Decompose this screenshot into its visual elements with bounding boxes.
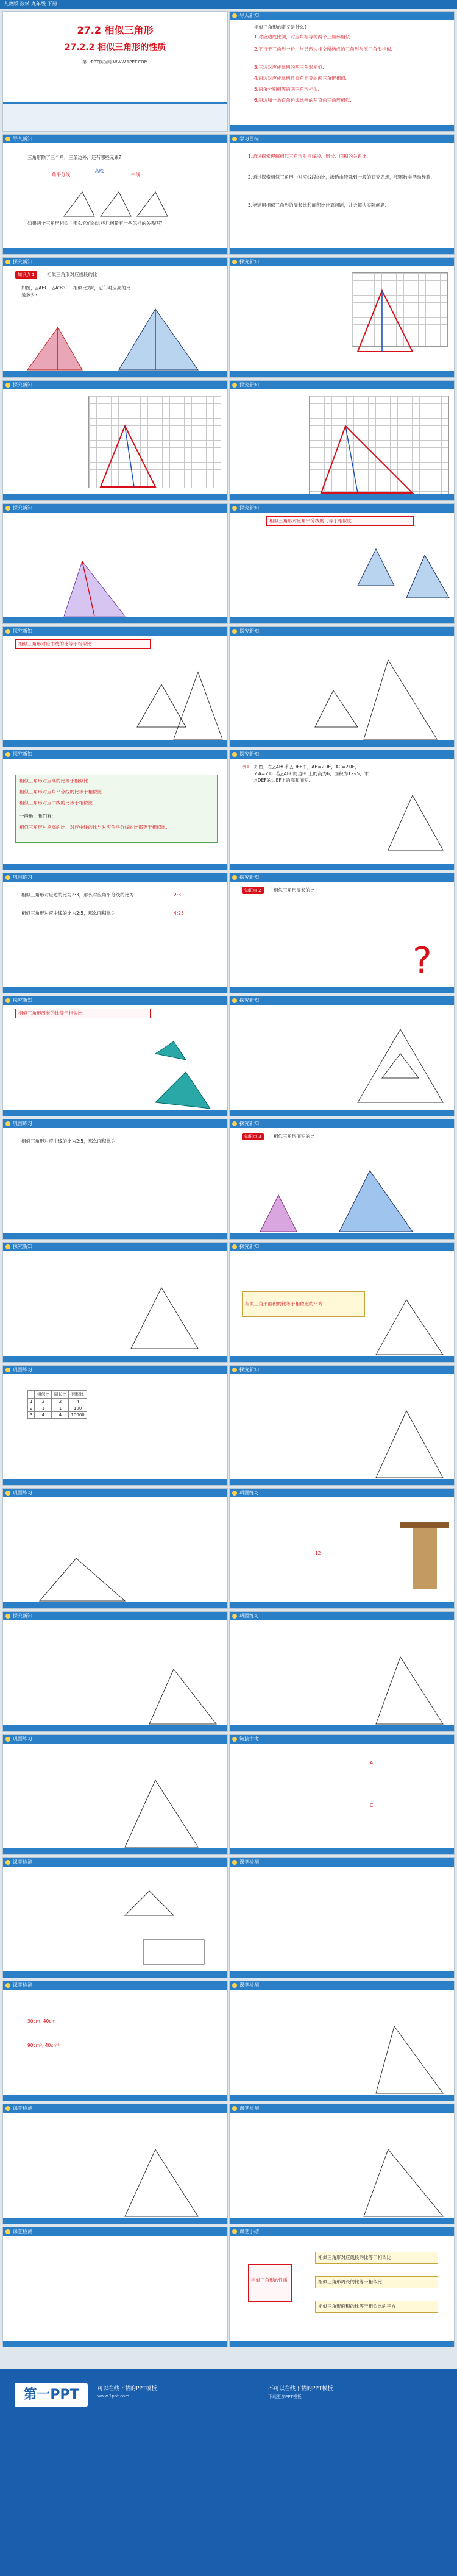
example2-triangles bbox=[230, 1374, 455, 1486]
perimeter-example-triangles bbox=[230, 1005, 455, 1116]
header-dot-icon bbox=[5, 875, 10, 880]
intro-question: 相似三角形的定义是什么? bbox=[254, 24, 307, 30]
intro-item-1: 1.对应边成比例，对应角相等的两个三角形相似. bbox=[254, 34, 352, 40]
slide-header: 探究新知 bbox=[239, 628, 259, 634]
link-answer-2[interactable]: C bbox=[370, 1803, 374, 1808]
area-proof-triangles bbox=[3, 1251, 228, 1363]
slide-perimeter-proof[interactable] bbox=[2, 996, 228, 1116]
header-dot-icon bbox=[232, 1121, 237, 1126]
header-dot-icon bbox=[5, 1368, 10, 1372]
slide-header: 探究新知 bbox=[239, 259, 259, 264]
summary-item-2: 相似三角形周长的比等于相似比 bbox=[315, 2276, 438, 2288]
slide-explore-median[interactable] bbox=[2, 503, 228, 624]
header-dot-icon bbox=[232, 260, 237, 264]
table-icon bbox=[230, 1497, 455, 1609]
cover-subtitle: 27.2.2 相似三角形的性质 bbox=[64, 43, 166, 52]
header-dot-icon bbox=[5, 1737, 10, 1742]
slide-header: 巩固练习 bbox=[239, 1613, 259, 1619]
detect3-area-answer[interactable]: 90cm², 40cm² bbox=[27, 2043, 60, 2048]
summary-conclusion-median: 相似三角形对应中线的比等于相似比. bbox=[19, 800, 94, 806]
intro2-tag-median: 中线 bbox=[131, 172, 140, 177]
slide-consolidate-table[interactable] bbox=[2, 1365, 228, 1486]
summary-item-1: 相似三角形对应线段的比等于相似比 bbox=[315, 2252, 438, 2264]
conclusion-area: 相似三角形面积的比等于相似比的平方. bbox=[245, 1301, 324, 1307]
header-dot-icon bbox=[232, 2106, 237, 2111]
slide-cover[interactable] bbox=[2, 11, 228, 132]
slide-perimeter-example[interactable] bbox=[229, 996, 455, 1116]
slide-goals[interactable] bbox=[229, 134, 455, 255]
slide-median-proof[interactable] bbox=[2, 626, 228, 747]
slide-area-conclusion[interactable] bbox=[229, 1242, 455, 1363]
header-dot-icon bbox=[232, 1860, 237, 1865]
slide-header: 课堂检测 bbox=[239, 2106, 259, 2111]
example3-triangles bbox=[3, 1620, 228, 1732]
knowledge-tag-2: 知识点 2 bbox=[242, 887, 264, 894]
header-dot-icon bbox=[232, 1368, 237, 1372]
intro-item-6: 6.斜边和一条直角边成比例的两直角三角形相似. bbox=[254, 98, 352, 103]
header-dot-icon bbox=[5, 752, 10, 757]
slide-header: 探究新知 bbox=[13, 1613, 32, 1619]
header-dot-icon bbox=[5, 1491, 10, 1496]
header-dot-icon bbox=[232, 13, 237, 18]
summary-center-text: 相似三角形的性质 bbox=[251, 2277, 288, 2283]
slide-detect-1[interactable] bbox=[2, 1857, 228, 1978]
ex2-answer[interactable]: 4:25 bbox=[174, 910, 184, 916]
intro2-question: 三角形除了三个角，三条边外，还有哪些元素? bbox=[27, 155, 121, 160]
intro-item-3: 3.三边对应成比例的两三角形相似. bbox=[254, 65, 324, 70]
slide-header: 探究新知 bbox=[239, 1244, 259, 1249]
slide-link-exam[interactable] bbox=[229, 1734, 455, 1855]
slide-header: 巩固练习 bbox=[13, 1121, 32, 1126]
link-answer-1[interactable]: A bbox=[370, 1760, 374, 1765]
slide-header: 探究新知 bbox=[239, 382, 259, 388]
header-dot-icon bbox=[5, 1860, 10, 1865]
conclusion-perimeter: 相似三角形周长的比等于相似比. bbox=[18, 1010, 84, 1016]
grid-bisector-triangles-2 bbox=[230, 389, 455, 501]
intro2-desc: 如果两个三角形相似，那么它们的这些几何量有一些怎样的关系呢? bbox=[27, 221, 163, 226]
slide-header: 课堂检测 bbox=[13, 1859, 32, 1865]
slide-example-3[interactable] bbox=[2, 1611, 228, 1732]
slide-header: 导入新知 bbox=[13, 136, 32, 141]
slide-header: 探究新知 bbox=[239, 998, 259, 1003]
slide-header: 探究新知 bbox=[13, 1244, 32, 1249]
summary-conclusion-high: 相似三角形对应高的比等于相似比. bbox=[19, 778, 90, 784]
slide-header: 巩固练习 bbox=[13, 1490, 32, 1496]
header-dot-icon bbox=[232, 629, 237, 634]
slide-header: 巩固练习 bbox=[13, 1367, 32, 1372]
header-dot-icon bbox=[5, 1983, 10, 1988]
example1-triangles bbox=[230, 759, 455, 870]
summary-center bbox=[248, 2264, 292, 2302]
practice3-triangles bbox=[3, 1497, 228, 1609]
header-dot-icon bbox=[232, 998, 237, 1003]
slide-header: 探究新知 bbox=[239, 1367, 259, 1372]
slide-header: 课堂检测 bbox=[13, 2106, 32, 2111]
slide-example-1[interactable] bbox=[229, 750, 455, 870]
slide-grid-bisector[interactable] bbox=[2, 380, 228, 501]
svg-text:?: ? bbox=[413, 940, 432, 982]
slide-consolidate-2[interactable] bbox=[2, 1119, 228, 1240]
slide-example-2[interactable] bbox=[229, 1365, 455, 1486]
slide-header: 探究新知 bbox=[239, 1121, 259, 1126]
header-dot-icon bbox=[5, 2229, 10, 2234]
bisector-proof-triangles bbox=[230, 513, 455, 624]
header-dot-icon bbox=[232, 383, 237, 388]
slide-header: 探究新知 bbox=[239, 875, 259, 880]
slide-area-proof[interactable] bbox=[2, 1242, 228, 1363]
header-dot-icon bbox=[232, 875, 237, 880]
grid-triangles bbox=[230, 266, 455, 378]
slide-median-proof-2[interactable] bbox=[229, 626, 455, 747]
detect4-triangles bbox=[230, 1990, 455, 2101]
slide-detect-4[interactable] bbox=[229, 1981, 455, 2101]
intro-item-4: 4.两边对应成比例且夹角相等的两三角形相似. bbox=[254, 76, 347, 81]
table-row: 1 2 2 4 bbox=[28, 1399, 87, 1405]
cover-site: 第一PPT模板网-WWW.1PPT.COM bbox=[82, 60, 148, 65]
slide-detect-7[interactable] bbox=[2, 2227, 228, 2347]
slide-header: 探究新知 bbox=[13, 259, 32, 264]
detect3-perimeter-answer[interactable]: 30cm, 40cm bbox=[27, 2018, 56, 2024]
grid-bisector-triangles bbox=[3, 389, 228, 501]
slide-header: 探究新知 bbox=[239, 505, 259, 511]
slide-practice-4[interactable] bbox=[229, 1488, 455, 1609]
detect6-triangles bbox=[230, 2113, 455, 2224]
slide-detect-6[interactable] bbox=[229, 2104, 455, 2224]
banner-text-3[interactable]: www.1ppt.com bbox=[97, 2394, 130, 2399]
header-dot-icon bbox=[232, 1614, 237, 1619]
banner-text-2[interactable]: 不可以在线下载的PPT模板 bbox=[268, 2386, 333, 2392]
slide-header: 学习目标 bbox=[239, 136, 259, 141]
goal-item-3: 3.能运用相似三角形的周长比和面积比计算问题，并会解决实际问题. bbox=[248, 202, 387, 208]
slide-knowledge-1[interactable] bbox=[2, 257, 228, 378]
slide-header: 课堂检测 bbox=[13, 2229, 32, 2234]
top-bar bbox=[0, 0, 457, 9]
header-dot-icon bbox=[5, 1614, 10, 1619]
top-bar-text: 人教版 数学 九年级 下册 bbox=[4, 1, 57, 7]
table-row: 相似比 周长比 面积比 bbox=[28, 1391, 87, 1399]
slide-header: 探究新知 bbox=[13, 998, 32, 1003]
goal-item-1: 1.通过探索理解相似三角形对应线段、周长、面积的关系比. bbox=[248, 154, 369, 159]
intro-item-5: 5.两角分别相等的两三角形相似. bbox=[254, 87, 320, 92]
header-dot-icon bbox=[5, 1244, 10, 1249]
slide-header: 巩固练习 bbox=[13, 1736, 32, 1742]
practice4-answer[interactable]: 12 bbox=[315, 1550, 321, 1556]
knowledge1-triangles bbox=[3, 266, 228, 378]
summary-general-2: 相似三角形对应高的比、对应中线的比与对应角平分线的比都等于相似比. bbox=[19, 825, 168, 830]
banner-text-1[interactable]: 可以在线下载的PPT模板 bbox=[97, 2386, 157, 2392]
slide-header: 探究新知 bbox=[13, 628, 32, 634]
ex1-answer[interactable]: 2:3 bbox=[174, 892, 182, 898]
slide-header: 巩固练习 bbox=[239, 1490, 259, 1496]
header-dot-icon bbox=[5, 2106, 10, 2111]
header-dot-icon bbox=[5, 383, 10, 388]
slide-practice-3[interactable] bbox=[2, 1488, 228, 1609]
table-row: 3 4 4 10000 bbox=[28, 1412, 87, 1419]
bottom-banner bbox=[0, 2369, 457, 2576]
slide-explore-bisector-proof[interactable] bbox=[229, 503, 455, 624]
slide-practice-5[interactable] bbox=[229, 1611, 455, 1732]
slide-knowledge-2[interactable] bbox=[229, 873, 455, 993]
conclusion-2: 相似三角形对应中线的比等于相似比. bbox=[18, 641, 93, 647]
banner-text-4[interactable]: 下载更多PPT模板 bbox=[268, 2394, 302, 2399]
header-dot-icon bbox=[232, 1737, 237, 1742]
intro2-triangles bbox=[3, 143, 228, 255]
header-dot-icon bbox=[5, 629, 10, 634]
goal-item-2: 2.通过探索相似三角形中对应线段的比，渗透由特殊到一般的研究思想，积累数学活动经验. bbox=[248, 174, 433, 180]
slide-header: 课堂检测 bbox=[13, 1982, 32, 1988]
example1-title: 例1 bbox=[242, 764, 250, 770]
ex2-text: 相似三角形对应中线的比为2:5，那么面积比为 bbox=[21, 910, 116, 916]
summary-box bbox=[15, 775, 218, 843]
header-dot-icon bbox=[232, 137, 237, 141]
knowledge-tag-3: 知识点 3 bbox=[242, 1133, 264, 1140]
cover-decoration bbox=[3, 12, 228, 132]
area-conclusion-triangles bbox=[230, 1251, 455, 1363]
knowledge-title-1: 相似三角形对应线段的比 bbox=[47, 272, 97, 277]
intro2-tag-height: 高线 bbox=[94, 168, 104, 174]
slide-intro-review[interactable] bbox=[229, 11, 455, 132]
slide-summary[interactable] bbox=[229, 2227, 455, 2347]
brand-logo[interactable]: 第一PPT bbox=[15, 2383, 88, 2407]
median-proof-triangles-2 bbox=[230, 636, 455, 747]
slide-grid-bisector-2[interactable] bbox=[229, 380, 455, 501]
slide-header: 探究新知 bbox=[13, 382, 32, 388]
intro-item-2: 2.平行于三角形一边，与另两边相交所构成的三角形与原三角形相似. bbox=[254, 46, 393, 52]
slide-header: 课堂检测 bbox=[239, 1982, 259, 1988]
summary-item-3: 相似三角形面积的比等于相似比的平方 bbox=[315, 2301, 438, 2313]
slide-header: 链接中考 bbox=[239, 1736, 259, 1742]
header-dot-icon bbox=[232, 1244, 237, 1249]
detect1-figures bbox=[3, 1867, 228, 1978]
slide-detect-5[interactable] bbox=[2, 2104, 228, 2224]
header-dot-icon bbox=[232, 2229, 237, 2234]
slide-header: 课堂检测 bbox=[239, 1859, 259, 1865]
practice6-triangles bbox=[3, 1744, 228, 1855]
slide-detect-2[interactable] bbox=[229, 1857, 455, 1978]
header-dot-icon bbox=[5, 506, 10, 511]
slide-knowledge-3[interactable] bbox=[229, 1119, 455, 1240]
example1-text: 如图，在△ABC和△DEF中，AB=2DE，AC=2DF，∠A=∠D. 若△ABC的边BC上的高为6，面积为12√5，求△DEF的边EF上的高和面积. bbox=[254, 764, 369, 783]
slide-intro-elements[interactable] bbox=[2, 134, 228, 255]
slide-detect-3[interactable] bbox=[2, 1981, 228, 2101]
slide-header: 探究新知 bbox=[13, 751, 32, 757]
slide-consolidate-1[interactable] bbox=[2, 873, 228, 993]
slide-header: 探究新知 bbox=[13, 505, 32, 511]
slide-header: 巩固练习 bbox=[13, 875, 32, 880]
slide-header: 导入新知 bbox=[239, 13, 259, 18]
header-dot-icon bbox=[5, 137, 10, 141]
slide-header: 课堂小结 bbox=[239, 2229, 259, 2234]
header-dot-icon bbox=[232, 1491, 237, 1496]
slide-summary-conclusion[interactable] bbox=[2, 750, 228, 870]
header-dot-icon bbox=[232, 506, 237, 511]
header-dot-icon bbox=[232, 752, 237, 757]
area-triangles bbox=[230, 1128, 455, 1240]
summary-general: 一般地，我们有: bbox=[19, 814, 54, 819]
practice5-triangles bbox=[230, 1620, 455, 1732]
header-dot-icon bbox=[5, 1121, 10, 1126]
table-row: 2 1 1 100 bbox=[28, 1405, 87, 1412]
consolidate2-text: 相似三角形对应中线的比为2:5，那么面积比为 bbox=[21, 1138, 116, 1144]
knowledge-title-3: 相似三角形面积的比 bbox=[274, 1134, 315, 1139]
slide-header: 探究新知 bbox=[239, 751, 259, 757]
ratio-table bbox=[27, 1390, 87, 1419]
conclusion-1: 相似三角形对应角平分线的比等于相似比. bbox=[269, 518, 353, 523]
summary-conclusion-bisector: 相似三角形对应角平分线的比等于相似比. bbox=[19, 789, 104, 795]
slide-grid-height[interactable] bbox=[229, 257, 455, 378]
header-dot-icon bbox=[232, 1983, 237, 1988]
header-dot-icon bbox=[5, 998, 10, 1003]
slide-practice-6[interactable] bbox=[2, 1734, 228, 1855]
knowledge-tag-1: 知识点 1 bbox=[15, 271, 37, 279]
ex1-text: 相似三角形对应边的比为2:3，那么对应角平分线的比为 bbox=[21, 892, 134, 898]
detect5-triangles bbox=[3, 2113, 228, 2224]
knowledge-title-2: 相似三角形周长的比 bbox=[274, 887, 315, 893]
cover-title: 27.2 相似三角形 bbox=[77, 24, 154, 36]
knowledge-text-1: 如图，△ABC∽△A'B'C'，相似比为k，它们对应高的比是多少? bbox=[21, 285, 131, 297]
question-mark-icon bbox=[230, 882, 455, 993]
intro2-tag-bisector: 角平分线 bbox=[52, 172, 70, 177]
header-dot-icon bbox=[5, 260, 10, 264]
median-triangles bbox=[3, 513, 228, 624]
perimeter-triangles bbox=[3, 1005, 228, 1116]
median-proof-triangles bbox=[3, 636, 228, 747]
